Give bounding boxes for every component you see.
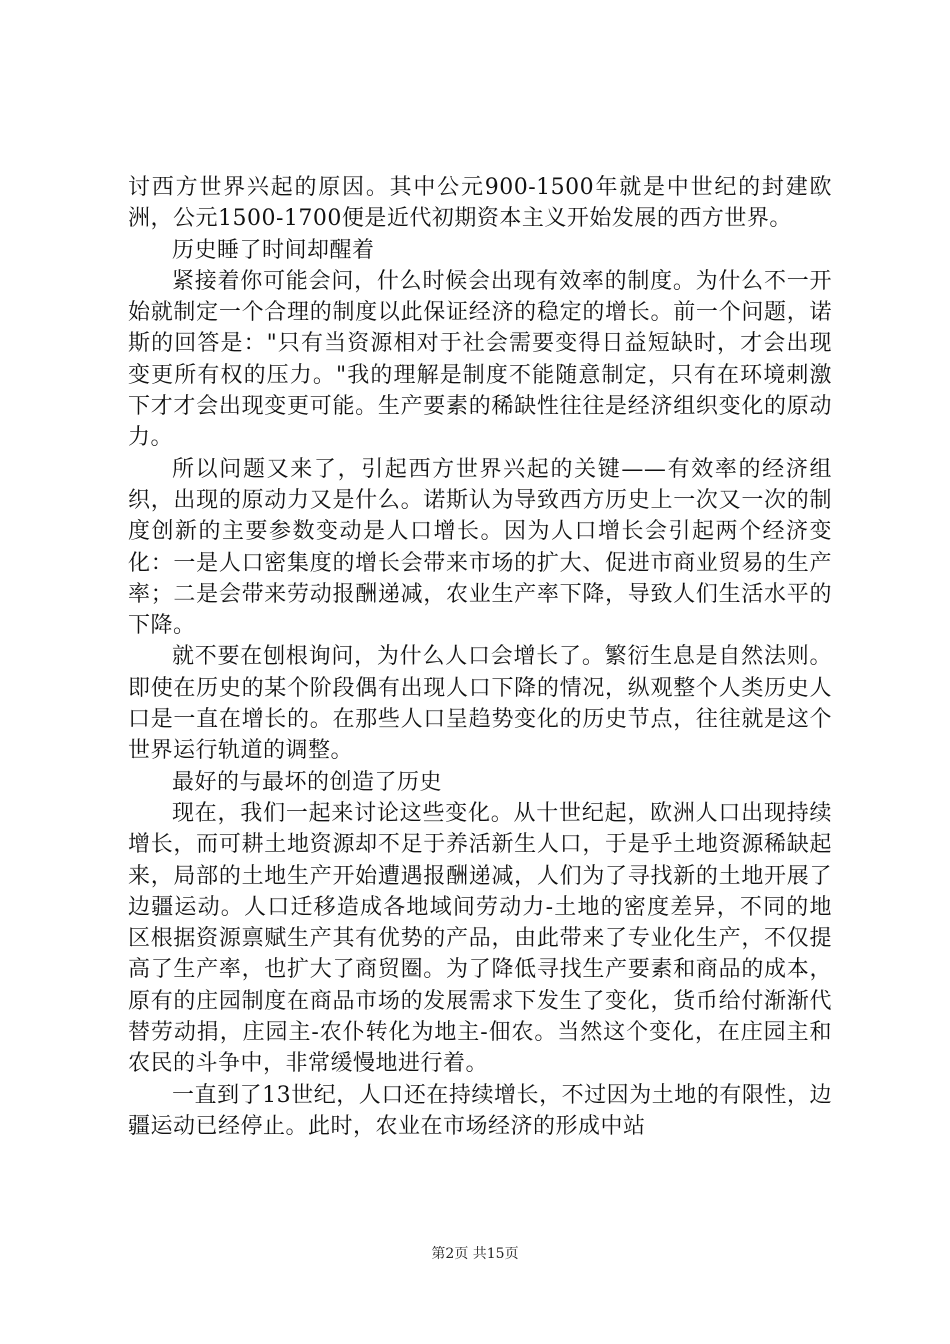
paragraph-6: 一直到了13世纪，人口还在持续增长，不过因为土地的有限性，边疆运动已经停止。此时，农业在市场经济的形成中站 xyxy=(128,1082,832,1139)
body-text xyxy=(128,172,832,1142)
paragraph-1: 讨西方世界兴起的原因。其中公元900-1500年就是中世纪的封建欧洲，公元1500-1700便是近代初期资本主义开始发展的西方世界。 xyxy=(128,175,832,232)
paragraph-5: 现在，我们一起来讨论这些变化。从十世纪起，欧洲人口出现持续增长，而可耕土地资源却不足于养活新生人口，于是乎土地资源稀缺起来，局部的土地生产开始遭遇报酬递减，人们为了寻找新的土地开展了边疆运动。人口迁移造成各地域间劳动力-土地的密度差异，不同的地区根据资源禀赋生产其有优势的产品，由此带来了专业化生产，不仅提高了生产率，也扩大了商贸圈。为了降低寻找生产要素和商品的成本，原有的庄园制度在商品市场的发展需求下发生了变化，货币给付渐渐代替劳动捐，庄园主-农仆转化为地主-佃农。当然这个变化，在庄园主和农民的斗争中，非常缓慢地进行着。 xyxy=(128,800,832,1077)
paragraph-3: 所以问题又来了，引起西方世界兴起的关键——有效率的经济组织，出现的原动力又是什么。诺斯认为导致西方历史上一次又一次的制度创新的主要参数变动是人口增长。因为人口增长会引起两个经济变化：一是人口密集度的增长会带来市场的扩大、促进市商业贸易的生产率；二是会带来劳动报酬递减，农业生产率下降，导致人们生活水平的下降。 xyxy=(128,456,832,639)
paragraph-4: 就不要在刨根询问，为什么人口会增长了。繁衍生息是自然法则。即使在历史的某个阶段偶有出现人口下降的情况，纵观整个人类历史人口是一直在增长的。在那些人口呈趋势变化的历史节点，往往就是这个世界运行轨道的调整。 xyxy=(128,644,832,764)
page-number: 第2页 共15页 xyxy=(431,1246,519,1262)
paragraph-2: 紧接着你可能会问，什么时候会出现有效率的制度。为什么不一开始就制定一个合理的制度以此保证经济的稳定的增长。前一个问题，诺斯的回答是："只有当资源相对于社会需要变得日益短缺时，才会出现变更所有权的压力。"我的理解是制度不能随意制定，只有在环境刺激下才才会出现变更可能。生产要素的稀缺性往往是经济组织变化的原动力。 xyxy=(128,268,832,451)
section-heading-2: 最好的与最坏的创造了历史 xyxy=(172,769,443,795)
page-footer xyxy=(0,1243,950,1263)
section-heading-1: 历史睡了时间却醒着 xyxy=(172,237,375,263)
